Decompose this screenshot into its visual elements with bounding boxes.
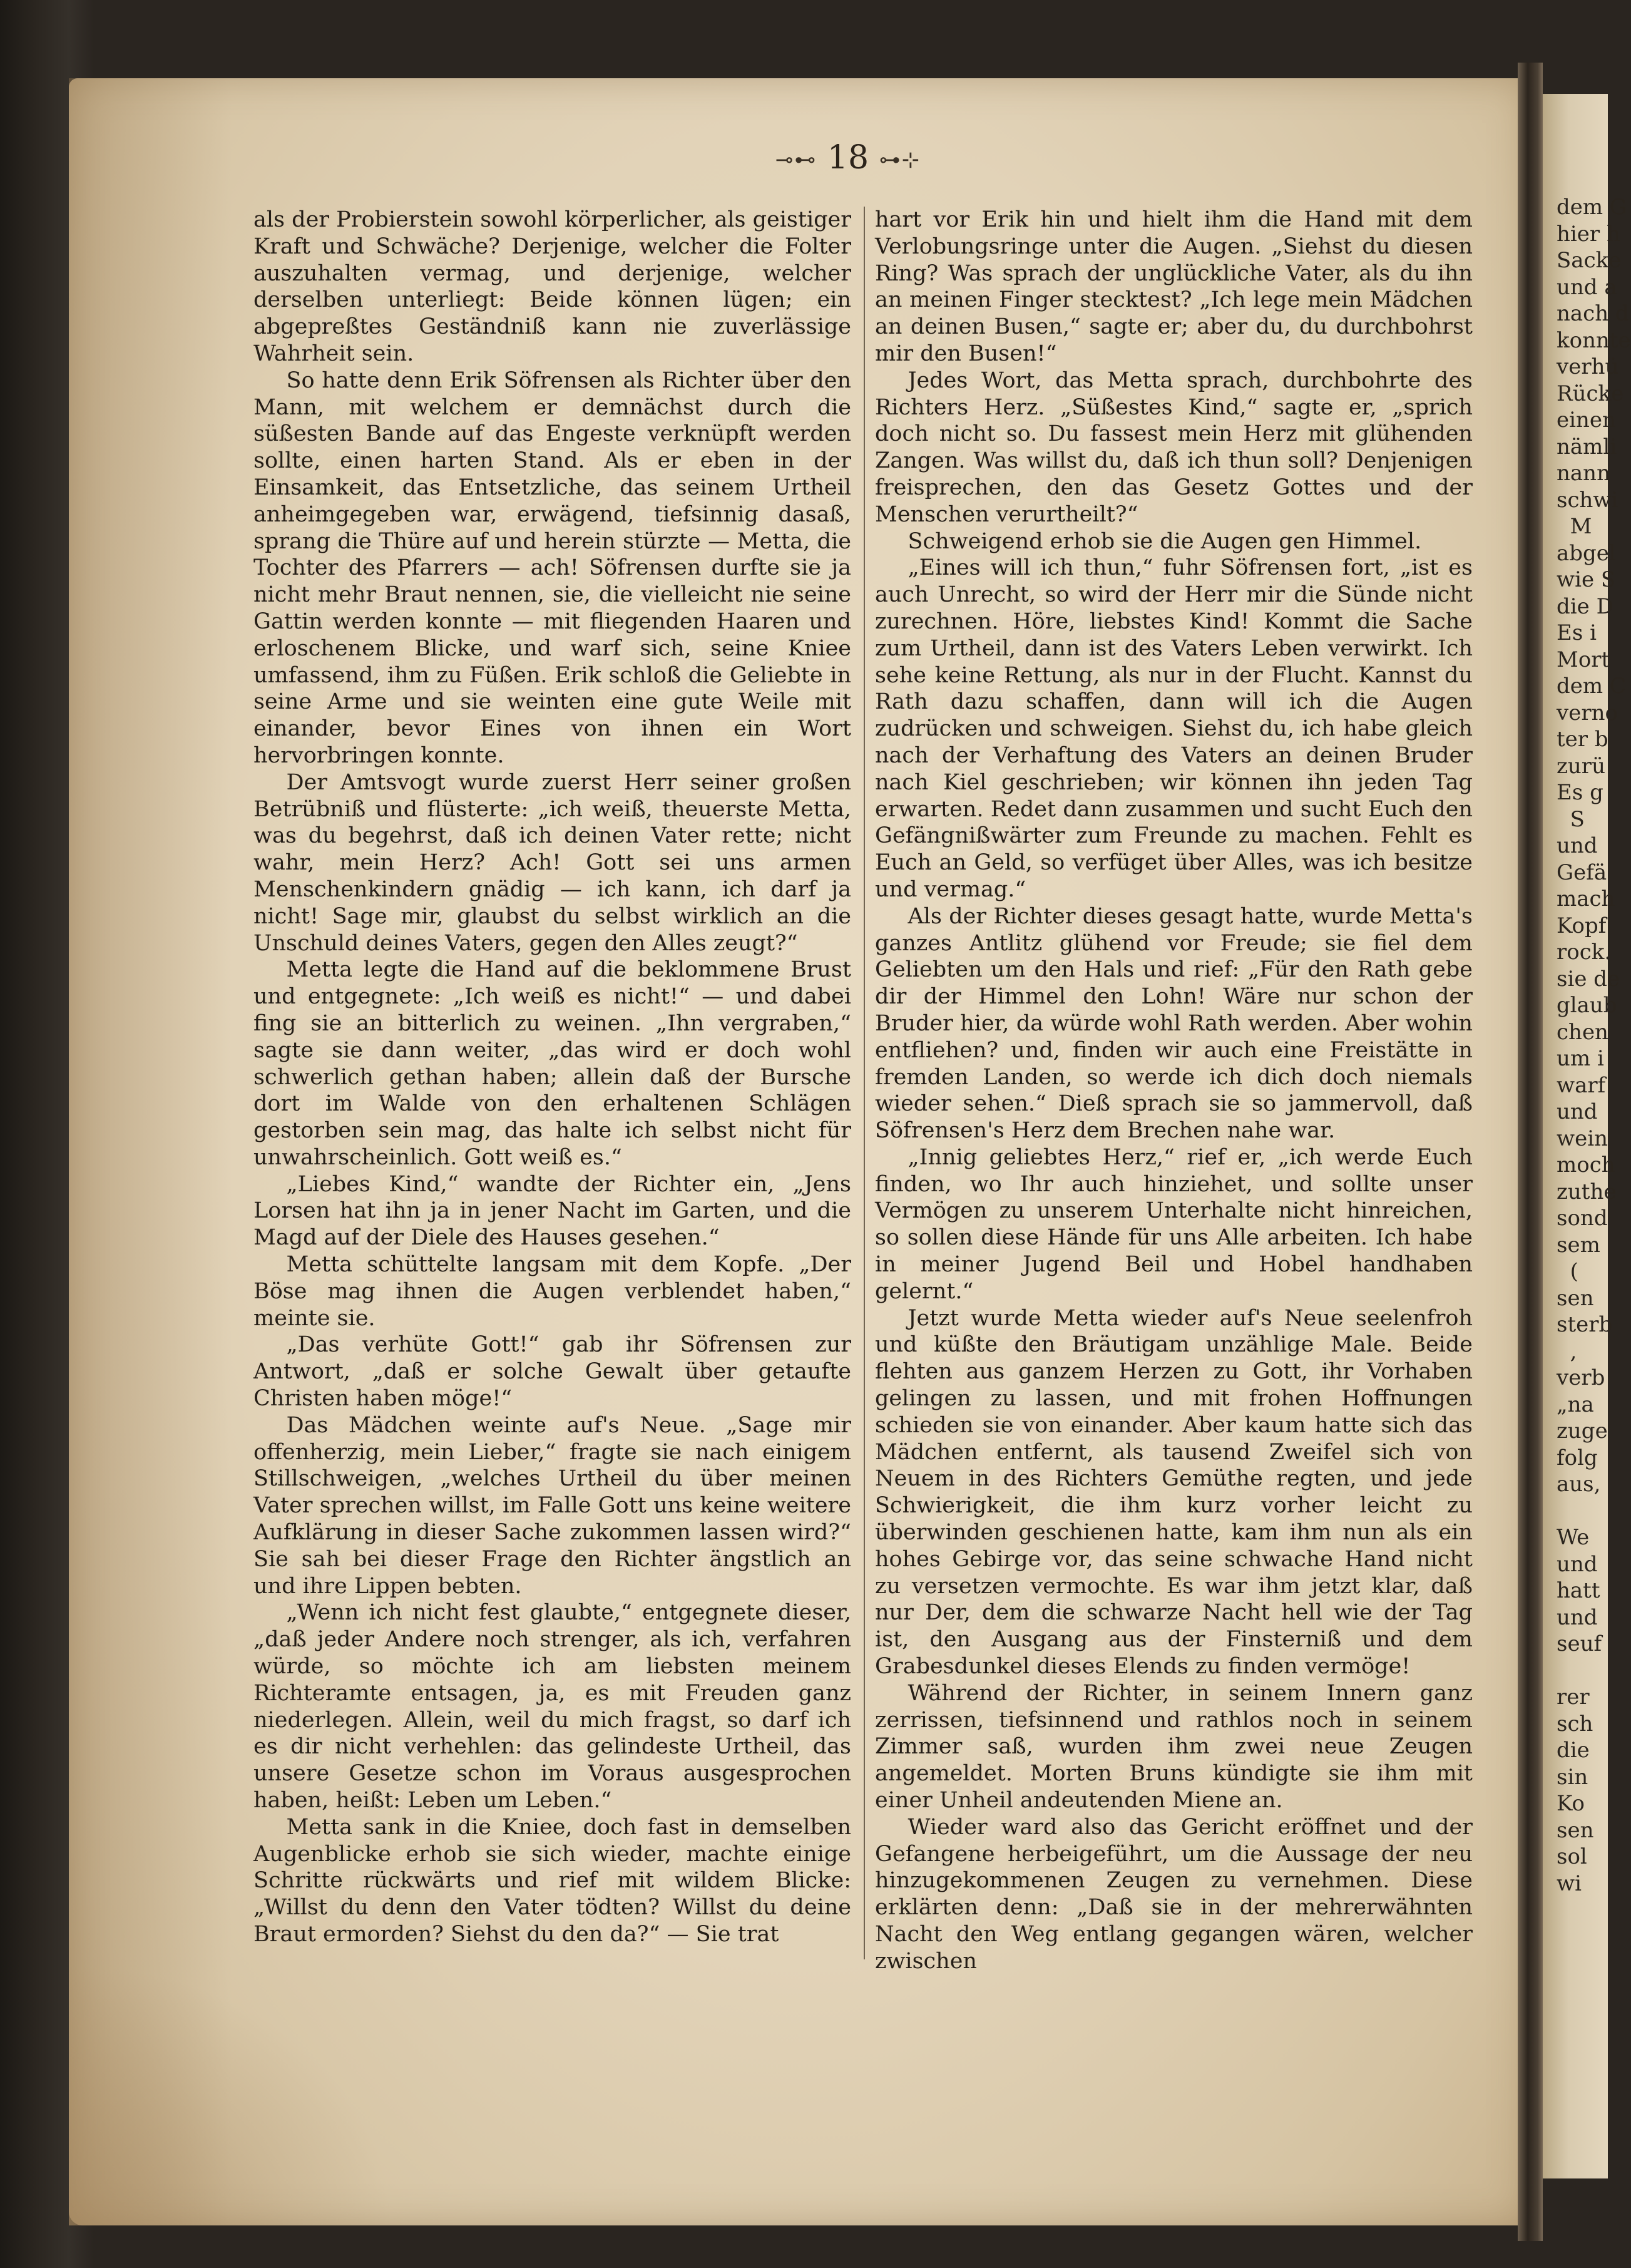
paragraph: Jetzt wurde Metta wieder auf's Neue seelenfroh und küßte den Bräutigam unzählige Male. Beide flehten aus ganzem Herzen zu Gott, ihr Vorhaben gelingen zu lassen, und mit frohen Hoffnungen schieden sie von einander. Aber kaum hatte sich das Mädchen entfernt, als tausend Zweifel sich von Neuem in des Richters Gemüthe regten, und jede Schwierigkeit, die ihm kurz vorher leicht zu überwinden geschienen hatte, kam ihm nun als ein hohes Gebirge vor, das seine schwache Hand nicht zu versetzen vermochte. Es war ihm jetzt klar, daß nur Der, dem die schwarze Nacht hell wie der Tag ist, den Ausgang aus der Finsterniß und dem Grabesdunkel dieses Elends zu finden vermöge! (875, 1305, 1473, 1680)
paragraph: Wieder ward also das Gericht eröffnet und der Gefangene herbeigeführt, um die Aussage der neu hinzugekommenen Zeugen zu vernehmen. Diese erklärten denn: „Daß sie in der mehrerwähnten Nacht den Weg entlang gegangen wären, welcher zwischen (875, 1814, 1473, 1974)
paragraph: Jedes Wort, das Metta sprach, durchbohrte des Richters Herz. „Süßestes Kind,“ sagte er, „sprich doch nicht so. Du fassest mein Herz mit glühenden Zangen. Was willst du, daß ich thun soll? Denjenigen freisprechen, den das Gesetz Gottes und der Menschen verurtheilt?“ (875, 367, 1473, 527)
paragraph: So hatte denn Erik Söfrensen als Richter über den Mann, mit welchem er demnächst durch die süßesten Bande auf das Engeste verknüpft werden sollte, einen harten Stand. Als er eben in der Einsamkeit, das Entsetzliche, das seinem Urtheil anheimgegeben war, erwägend, tiefsinnig dasaß, sprang die Thüre auf und herein stürzte — Metta, die Tochter des Pfarrers — ach! Söfrensen durfte sie ja nicht mehr Braut nennen, sie, die vielleicht nie seine Gattin werden konnte — mit fliegenden Haaren und erloschenem Blicke, und warf sich, seine Kniee umfassend, ihm zu Füßen. Erik schloß die Geliebte in seine Arme und sie weinten eine gute Weile mit einander, bevor Eines von ihnen ein Wort hervorbringen konnte. (253, 367, 851, 768)
paragraph: hart vor Erik hin und hielt ihm die Hand mit dem Verlobungsringe unter die Augen. „Siehst du diesen Ring? Was sprach der unglückliche Vater, als du ihn an meinen Finger stecktest? „Ich lege mein Mädchen an deinen Busen,“ sagte er; aber du, du durchbohrst mir den Busen!“ (875, 207, 1473, 366)
right-column (875, 207, 1473, 1972)
paragraph: Das Mädchen weinte auf's Neue. „Sage mir offenherzig, mein Lieber,“ fragte sie nach einigem Stillschweigen, „welches Urtheil du über meinen Vater sprechen willst, im Falle Gott uns keine weitere Aufklärung in dieser Sache zukommen lassen wird?“ Sie sah bei dieser Frage den Richter ängstlich an und ihre Lippen bebten. (253, 1412, 851, 1599)
left-column (253, 207, 851, 1972)
book-gutter (1518, 63, 1543, 2241)
paragraph: „Eines will ich thun,“ fuhr Söfrensen fort, „ist es auch Unrecht, so wird der Herr mir die Sünde nicht zurechnen. Höre, liebstes Kind! Kommt die Sache zum Urtheil, dann ist des Vaters Leben verwirkt. Ich sehe keine Rettung, als nur in der Flucht. Kannst du Rath dazu schaffen, dann will ich die Augen zudrücken und schweigen. Siehst du, ich habe gleich nach der Verhaftung des Vaters an deinen Bruder nach Kiel geschrieben; wir können ihn jeden Tag erwarten. Redet dann zusammen und sucht Euch den Gefängnißwärter zum Freunde zu machen. Fehlt es Euch an Geld, so verfüget über Alles, was ich besitze und vermag.“ (875, 555, 1473, 902)
paragraph: Metta legte die Hand auf die beklommene Brust und entgegnete: „Ich weiß es nicht!“ — und dabei fing sie an bitterlich zu weinen. „Ihn vergraben,“ sagte sie dann weiter, „das wird er doch wohl schwerlich gethan haben; allein daß der Bursche dort im Walde von den erhaltenen Schlägen gestorben sein mag, das halte ich selbst nicht für unwahrscheinlich. Gott weiß es.“ (253, 957, 851, 1170)
paragraph: als der Probierstein sowohl körperlicher, als geistiger Kraft und Schwäche? Derjenige, welcher die Folter auszuhalten vermag, und derjenige, welcher derselben unterliegt: Beide können lügen; ein abgepreßtes Geständniß kann nie zuverlässige Wahrheit sein. (253, 207, 851, 366)
ornament-left: ⊸⊷ (775, 147, 817, 173)
paragraph: „Liebes Kind,“ wandte der Richter ein, „Jens Lorsen hat ihn ja in jener Nacht im Garten, und die Magd auf der Diele des Hauses gesehen.“ (253, 1171, 851, 1251)
paragraph: „Wenn ich nicht fest glaubte,“ entgegnete dieser, „daß jeder Andere noch strenger, als ich, verfahren würde, so möchte ich am liebsten meinem Richteramte entsagen, ja, es mit Freuden ganz niederlegen. Allein, weil du mich fragst, so darf ich es dir nicht verhehlen: das gelindeste Urtheil, das unsere Gesetze schon im Voraus ausgesprochen haben, heißt: Leben um Leben.“ (253, 1600, 851, 1814)
paragraph: Metta sank in die Kniee, doch fast in demselben Augenblicke erhob sie sich wieder, machte einige Schritte rückwärts und rief mit wildem Blicke: „Willst du denn den Vater tödten? Willst du deine Braut ermorden? Siehst du den da?“ — Sie trat (253, 1814, 851, 1947)
facing-page-edge (1543, 94, 1631, 2178)
page-number: 18 (827, 139, 869, 177)
column-divider (864, 207, 865, 1959)
paragraph: Als der Richter dieses gesagt hatte, wurde Metta's ganzes Antlitz glühend vor Freude; sie fiel dem Geliebten um den Hals und rief: „Für den Rath gebe dir der Himmel den Lohn! Wäre nur schon der Bruder hier, da würde wohl Rath werden. Aber wohin entfliehen? und, finden wir auch eine Freistätte in fremden Landen, so werde ich dich doch niemals wieder sehen.“ Dieß sprach sie so jammervoll, daß Söfrensen's Herz dem Brechen nahe war. (875, 903, 1473, 1144)
facing-page-text: dem G hier h Sacke und a nach d konnte verhü Rücke einen nämli nann schwi M abgel wie S die D Es i Mort dem C verno ter b zurü Es g S und Gefä mach Kopf rock. sie de glaub chen um i warf und wein moch zuthe sond sem ( sen sterb , verb „na zuge folg aus, We und hatt und seuf rer sch die sin Ko sen sol wi (1557, 195, 1631, 1896)
page-number-header (754, 139, 942, 177)
paragraph: Während der Richter, in seinem Innern ganz zerrissen, tiefsinnend und rathlos noch in seinem Zimmer saß, wurden ihm zwei neue Zeugen angemeldet. Morten Bruns kündigte sie ihm mit einer Unheil andeutenden Miene an. (875, 1680, 1473, 1814)
paragraph: „Das verhüte Gott!“ gab ihr Söfrensen zur Antwort, „daß er solche Gewalt über getaufte Christen haben möge!“ (253, 1332, 851, 1412)
ornament-right: ⊶⊹ (879, 147, 921, 173)
paragraph: „Innig geliebtes Herz,“ rief er, „ich werde Euch finden, wo Ihr auch hinziehet, und sollte unser Vermögen zu unserem Unterhalte nicht hinreichen, so sollen diese Hände für uns Alle arbeiten. Ich habe in meiner Jugend Beil und Hobel handhaben gelernt.“ (875, 1144, 1473, 1304)
paragraph: Schweigend erhob sie die Augen gen Himmel. (908, 528, 1422, 554)
paragraph: Der Amtsvogt wurde zuerst Herr seiner großen Betrübniß und flüsterte: „ich weiß, theuerste Metta, was du begehrst, daß ich deinen Vater rette; nicht wahr, mein Herz? Ach! Gott sei uns armen Menschenkindern gnädig — ich kann, ich darf ja nicht! Sage mir, glaubst du selbst wirklich an die Unschuld deines Vaters, gegen den Alles zeugt?“ (253, 769, 851, 956)
paragraph: Metta schüttelte langsam mit dem Kopfe. „Der Böse mag ihnen die Augen verblendet haben,“ meinte sie. (253, 1252, 851, 1331)
